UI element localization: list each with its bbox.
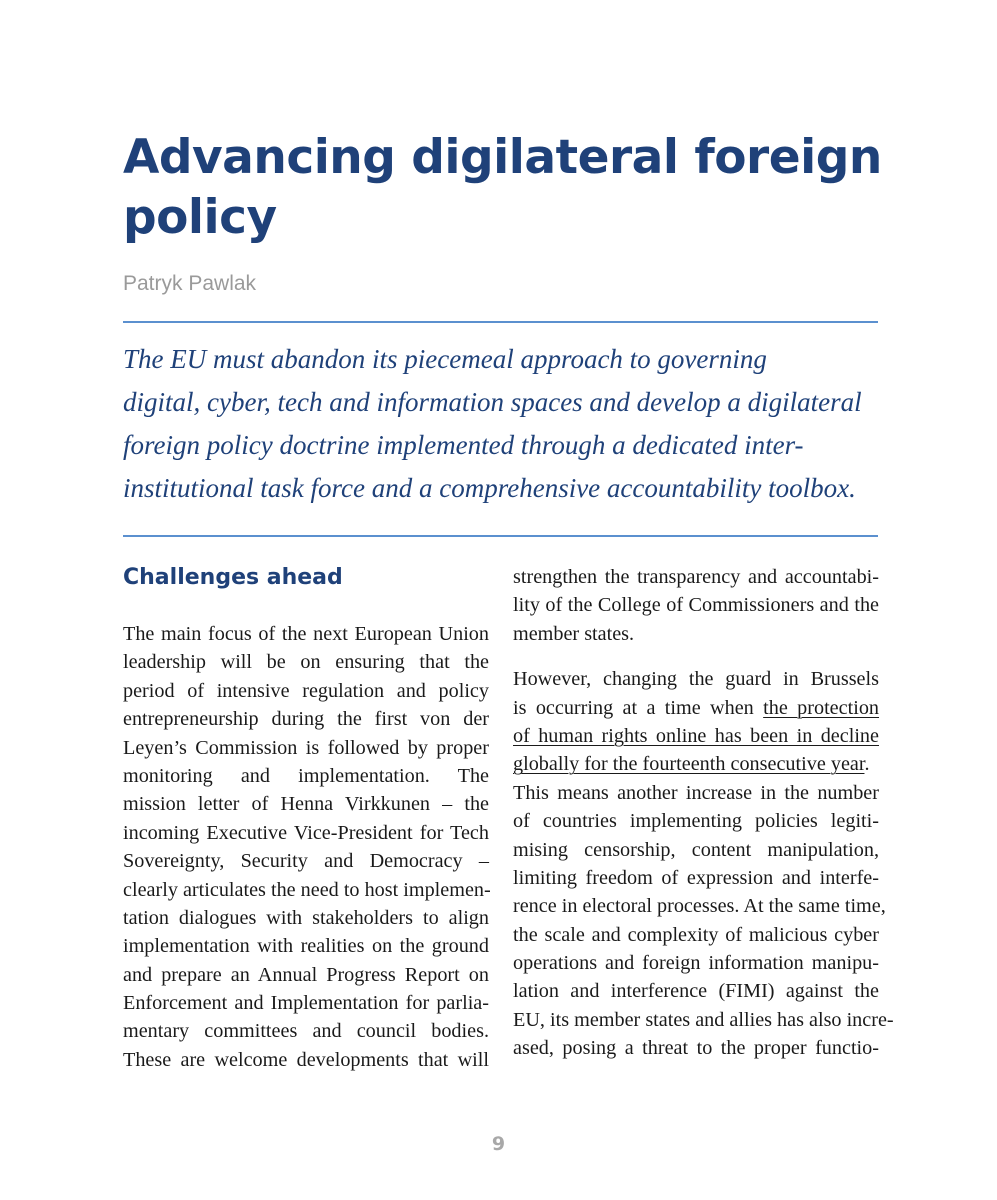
top-divider [123, 321, 878, 323]
lede-line: digital, cyber, tech and information spaces and develop a digilateral [123, 387, 862, 417]
body-line: period of intensive regulation and policy [123, 679, 489, 702]
body-line: leadership will be on ensuring that the [123, 651, 489, 674]
lede-line: institutional task force and a comprehensive accountability toolbox. [123, 473, 856, 503]
body-line: entrepreneurship during the first von der [123, 708, 489, 731]
lede-line: The EU must abandon its piecemeal approach to governing [123, 344, 767, 374]
page-number: 9 [491, 1133, 506, 1155]
body-line-with-link [513, 750, 879, 778]
body-line: clearly articulates the need to host implemen- [123, 878, 491, 901]
body-line: member states. [513, 622, 635, 645]
article-title: Advancing digilateral foreign policy [123, 130, 882, 245]
body-line: limiting freedom of expression and interfe- [513, 866, 879, 889]
section-heading: Challenges ahead [123, 565, 343, 590]
body-line: operations and foreign information manipu- [513, 952, 879, 975]
body-line: The main focus of the next European Union [123, 623, 489, 645]
body-line: lation and interference (FIMI) against the [513, 980, 879, 1003]
body-line: of countries implementing policies legiti- [513, 810, 879, 833]
body-line: incoming Executive Vice-President for Tech [123, 821, 489, 844]
bottom-divider [123, 535, 878, 537]
body-line: mentary committees and council bodies. [123, 1020, 489, 1043]
body-line: strengthen the transparency and accountabi- [513, 566, 879, 588]
body-line: EU, its member states and allies has also incre- [513, 1008, 894, 1031]
body-line: mission letter of Henna Virkkunen – the [123, 793, 489, 816]
lede-line: foreign policy doctrine implemented through a dedicated inter- [123, 430, 804, 460]
body-line: These are welcome developments that will [123, 1048, 489, 1071]
left-column [123, 620, 489, 1074]
body-line: the scale and complexity of malicious cyber [513, 923, 879, 946]
body-line: ased, posing a threat to the proper functio- [513, 1037, 879, 1060]
body-line-with-link [513, 694, 879, 722]
body-line: mising censorship, content manipulation, [513, 838, 879, 861]
body-line: rence in electoral processes. At the same time, [513, 895, 886, 918]
body-line: implementation with realities on the ground [123, 935, 489, 958]
body-text: . [864, 753, 870, 776]
body-line: tation dialogues with stakeholders to align [123, 906, 489, 929]
body-line: Enforcement and Implementation for parlia- [123, 992, 489, 1015]
body-text: is occurring at a time when [513, 696, 754, 719]
body-line: Leyen’s Commission is followed by proper [123, 736, 489, 759]
right-column [513, 563, 894, 1063]
freedom-report-link[interactable]: globally for the fourteenth consecutive year [513, 753, 865, 776]
body-line: lity of the College of Commissioners and the [513, 594, 879, 617]
body-line: Sovereignty, Security and Democracy – [123, 850, 489, 873]
freedom-report-link[interactable]: the protection [763, 696, 880, 719]
body-line: However, changing the guard in Brussels [513, 668, 879, 691]
article-author: Patryk Pawlak [123, 272, 257, 295]
body-line-with-link [513, 722, 879, 750]
body-line: This means another increase in the number [513, 781, 879, 804]
body-line: monitoring and implementation. The [123, 764, 489, 787]
body-line: and prepare an Annual Progress Report on [123, 963, 489, 986]
article-lede [123, 338, 883, 510]
paragraph-gap [513, 648, 879, 665]
freedom-report-link[interactable]: of human rights online has been in decline [513, 724, 879, 747]
